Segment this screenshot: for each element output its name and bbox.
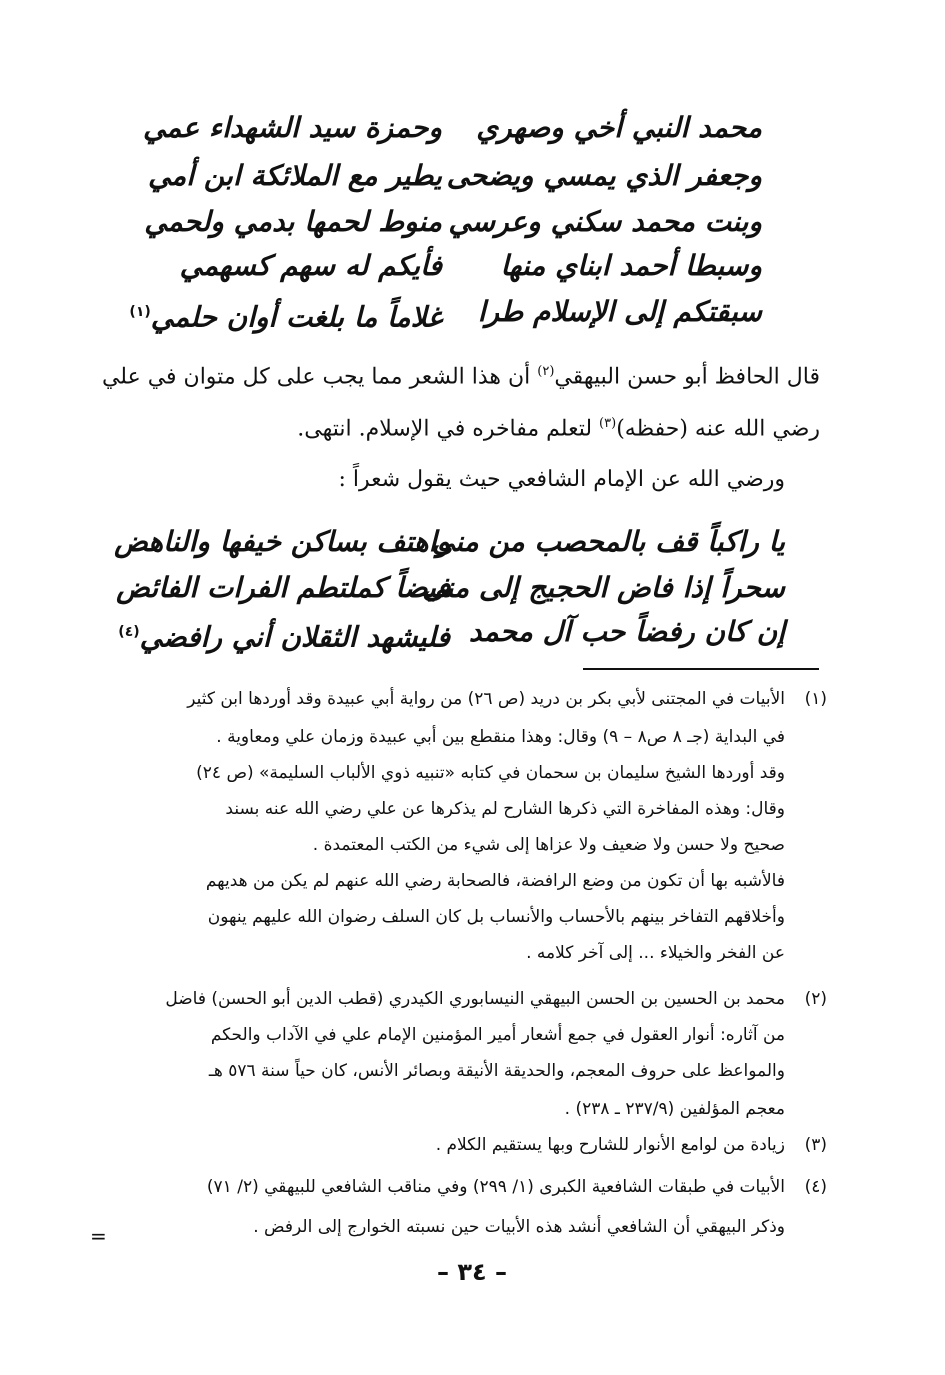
footnote-number: (١) bbox=[804, 689, 827, 709]
verse-second-hemistich: يطير مع الملائكة ابن أمي bbox=[147, 159, 442, 192]
verse-row bbox=[0, 288, 945, 336]
verse-first-hemistich: وبنت محمد سكني وعرسي bbox=[448, 205, 762, 238]
margin-mark: = bbox=[90, 1224, 107, 1248]
verse-second-hemistich bbox=[120, 608, 450, 661]
verse-row bbox=[0, 242, 945, 290]
prose-text: ورضي الله عن الإمام الشافعي حيث يقول شعراً : bbox=[338, 467, 785, 492]
footnote-divider bbox=[583, 668, 819, 670]
verse-second-hemistich: فأيكم له سهم كسهمي bbox=[179, 249, 442, 282]
footnote-line: والمواعظ على حروف المعجم، والحديقة الأنيقة وبصائر الأنس، كان حياً سنة ٥٧٦ هـ bbox=[208, 1061, 785, 1081]
footnote-line: الأبيات في طبقات الشافعية الكبرى (١/ ٢٩٩) وفي مناقب الشافعي للبيهقي (٢/ ٧١) bbox=[206, 1177, 785, 1197]
verse-first-hemistich: يا راكباً قف بالمحصب من منى bbox=[431, 525, 785, 558]
footnote-line: في البداية (جـ ٨ ص٨ – ٩) وقال: وهذا منقطع بين أبي عبيدة وزمان علي ومعاوية . bbox=[216, 727, 785, 747]
footnote-number: (٢) bbox=[804, 989, 827, 1009]
verse-second-hemistich: منوط لحمها بدمي ولحمي bbox=[144, 205, 442, 238]
verse-second-hemistich: وحمزة سيد الشهداء عمي bbox=[142, 111, 442, 144]
footnote-line: زيادة من لوامع الأنوار للشارح وبها يستقيم الكلام . bbox=[435, 1135, 785, 1155]
verse-text: غلاماً ما بلغت أوان حلمي bbox=[150, 300, 442, 334]
footnote-number: (٤) bbox=[804, 1177, 827, 1197]
prose-text: لتعلم مفاخره في الإسلام. انتهى. bbox=[297, 416, 600, 442]
footnote-ref: (٤) bbox=[118, 624, 140, 640]
prose-line bbox=[110, 404, 820, 449]
prose-text: رضي الله عنه (حفظه) bbox=[616, 416, 820, 442]
footnote-ref: (١) bbox=[129, 304, 151, 320]
footnote-line: صحيح ولا حسن ولا ضعيف ولا عزاها إلى شيء من الكتب المعتمدة . bbox=[312, 835, 785, 855]
verse-first-hemistich: سحراً إذا فاض الحجيج إلى منى bbox=[422, 571, 785, 604]
verse-second-hemistich: واهتف بساكن خيفها والناهض bbox=[114, 525, 450, 558]
verse-second-hemistich bbox=[102, 288, 442, 341]
verse-row bbox=[0, 608, 945, 656]
verse-row bbox=[0, 152, 945, 200]
footnote-line: محمد بن الحسين بن الحسن البيهقي النيسابوري الكيدري (قطب الدين أبو الحسن) فاضل bbox=[165, 989, 785, 1009]
footnote-ref: (٢) bbox=[537, 364, 555, 379]
verse-first-hemistich: محمد النبي أخي وصهري bbox=[476, 111, 762, 144]
prose-line bbox=[185, 460, 785, 500]
verse-second-hemistich: فيضاً كملتطم الفرات الفائض bbox=[116, 571, 450, 604]
footnote-ref: (٣) bbox=[599, 416, 617, 431]
footnote-line: عن الفخر والخيلاء ... إلى آخر كلامه . bbox=[526, 943, 785, 963]
footnote-number: (٣) bbox=[804, 1135, 827, 1155]
footnote-line: وذكر البيهقي أن الشافعي أنشد هذه الأبيات حين نسبته الخوارج إلى الرفض . bbox=[253, 1217, 785, 1237]
verse-text: فليشهد الثقلان أني رافضي bbox=[139, 620, 450, 654]
prose-line bbox=[101, 352, 820, 397]
verse-row bbox=[0, 564, 945, 612]
footnote-line: وأخلاقهم التفاخر بينهم بالأحساب والأنساب بل كان السلف رضوان الله عليهم ينهون bbox=[207, 907, 785, 927]
verse-first-hemistich: سبقتكم إلى الإسلام طرا bbox=[477, 295, 762, 328]
prose-text: قال الحافظ أبو حسن البيهقي bbox=[554, 364, 820, 390]
verse-first-hemistich: إن كان رفضاً حب آل محمد bbox=[468, 615, 785, 648]
verse-row bbox=[0, 198, 945, 246]
footnote-line: وقال: وهذه المفاخرة التي ذكرها الشارح لم يذكرها عن علي رضي الله عنه بسند bbox=[225, 799, 785, 819]
footnote-line: فالأشبه بها أن تكون من وضع الرافضة، فالصحابة رضي الله عنهم لم يكن من هديهم bbox=[205, 871, 785, 891]
verse-first-hemistich: وجعفر الذي يمسي ويضحى bbox=[446, 159, 762, 192]
footnote-line: من آثاره: أنوار العقول في جمع أشعار أمير المؤمنين الإمام علي في الآداب والحكم bbox=[210, 1025, 785, 1045]
verse-first-hemistich: وسبطا أحمد ابناي منها bbox=[500, 249, 762, 282]
footnote-line: الأبيات في المجتنى لأبي بكر بن دريد (ص ٢٦) من رواية أبي عبيدة وقد أوردها ابن كثير bbox=[187, 689, 785, 709]
footnote-line: معجم المؤلفين (٢٣٧/٩ ـ ٢٣٨) . bbox=[564, 1099, 785, 1119]
verse-row bbox=[0, 518, 945, 566]
page-number: – ٣٤ – bbox=[436, 1258, 507, 1286]
verse-row bbox=[0, 104, 945, 152]
prose-text: أن هذا الشعر مما يجب على كل متوان في علي bbox=[101, 364, 538, 390]
footnote-line: وقد أوردها الشيخ سليمان بن سحمان في كتابه «تنبيه ذوي الألباب السليمة» (ص ٢٤) bbox=[196, 763, 785, 783]
